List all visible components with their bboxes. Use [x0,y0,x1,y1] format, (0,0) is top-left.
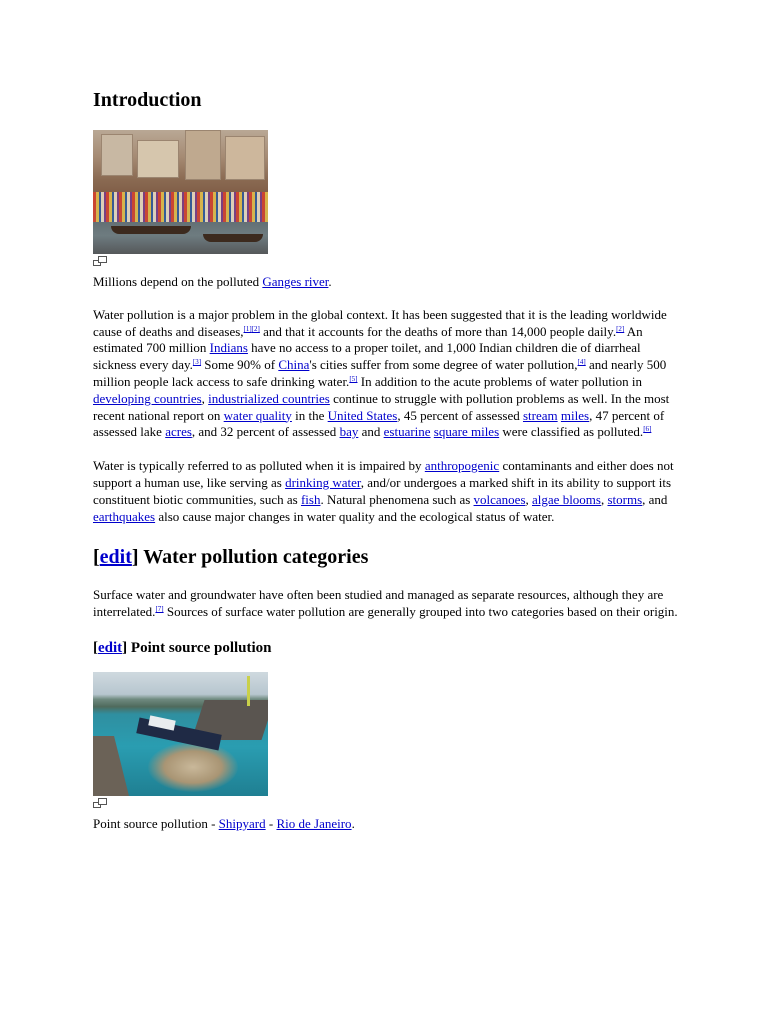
ghat-building [185,130,221,180]
article-content [93,86,683,849]
link-rio-de-janeiro[interactable]: Rio de Janeiro [276,815,352,831]
quay [93,736,129,796]
edit-link[interactable]: edit [99,546,132,569]
text: Some 90% of [201,357,279,373]
text: Sources of surface water pollution are generally grouped into two categories based on their origin. [163,604,678,620]
link-china[interactable]: China [278,357,310,373]
text: and nearly 500 million people lack access to safe drinking water. [93,357,667,389]
caption-end: . [328,274,332,289]
citation-link-2b[interactable]: [2] [616,324,625,333]
citation-link-4[interactable]: [4] [577,358,586,367]
link-volcanoes[interactable]: volcanoes [473,491,526,507]
ghat-building [225,136,265,180]
text: Water is typically referred to as polluted when it is impaired by [93,458,425,474]
shipyard-image[interactable] [93,672,268,796]
ghat-building [137,140,179,178]
caption-text: Millions depend on the polluted [93,274,263,289]
text: , and [642,491,668,507]
link-anthropogenic[interactable]: anthropogenic [424,458,500,474]
text: 's cities suffer from some degree of water pollution, [309,357,578,373]
link-shipyard[interactable]: Shipyard [218,815,266,831]
citation-link-2[interactable]: [2] [251,324,260,333]
boat [111,226,191,234]
text: , and/or undergoes a marked shift in its ability to support its constituent biotic communities, such as [93,474,672,507]
text: An estimated 700 million [93,323,643,356]
crowd [93,192,268,222]
text: . [351,815,355,831]
link-indians[interactable]: Indians [209,340,248,356]
text: Surface water and groundwater have often been studied and managed as separate resources, although they are interrelated. [93,587,664,620]
text: were classified as polluted. [499,424,644,440]
text: . Natural phenomena such as [320,491,474,507]
edit-link[interactable]: edit [98,639,123,656]
paragraph-polluted-definition [93,458,683,525]
boat [203,234,263,242]
link-square-miles[interactable]: square miles [433,424,500,440]
enlarge-icon[interactable] [93,798,107,808]
link-ganges-river[interactable]: Ganges river [262,274,329,289]
link-water-quality[interactable]: water quality [223,407,292,423]
text: and that it accounts for the deaths of more than 14,000 people daily. [259,323,617,339]
text: - [265,815,277,831]
citation-link-7[interactable]: [7] [155,605,164,614]
text: also cause major changes in water quality and the ecological status of water. [155,508,555,524]
text: continue to struggle with pollution problems as well. In the most recent national report on [93,390,670,423]
text: , and 32 percent of assessed [191,424,340,440]
link-united-states[interactable]: United States [327,407,398,423]
bracket: ] [122,639,128,656]
paragraph-categories [93,587,683,621]
text: Point source pollution - [93,815,219,831]
bracket: [ [93,546,100,569]
link-estuarine[interactable]: estuarine [383,424,431,440]
text: , [201,390,209,406]
link-stream[interactable]: stream [522,407,558,423]
link-storms[interactable]: storms [607,491,643,507]
point-source-heading [93,638,683,658]
figure-caption [93,274,683,291]
citation [578,358,586,366]
link-acres[interactable]: acres [165,424,192,440]
text: Water pollution is a major problem in the global context. It has been suggested that it is the leading worldwide cause of deaths and diseases, [93,306,667,339]
citation-link-5[interactable]: [5] [349,374,358,383]
citation [244,325,260,333]
text: in the [291,407,328,423]
link-miles[interactable]: miles [560,407,590,423]
link-fish[interactable]: fish [300,491,321,507]
link-drinking-water[interactable]: drinking water [285,474,361,490]
introduction-heading: Introduction [93,89,202,111]
bracket: ] [131,546,139,569]
link-earthquakes[interactable]: earthquakes [93,508,156,524]
text: , [525,491,533,507]
text: , [600,491,608,507]
text: contaminants and either does not support a human use, like serving as [93,458,674,490]
citation [643,425,651,433]
section-title: Water pollution categories [138,546,369,569]
ganges-river-image[interactable] [93,130,268,254]
section-title: Point source pollution [127,639,272,656]
crane [247,676,250,706]
pollution-plume [148,742,238,792]
link-algae-blooms[interactable]: algae blooms [532,491,601,507]
shipyard-caption [93,816,683,833]
paragraph-water-pollution [93,307,683,441]
citation-link-1[interactable]: [1] [243,324,252,333]
citation [155,605,163,613]
bracket: [ [93,639,98,656]
ghat-building [101,134,133,176]
citation-link-6[interactable]: [6] [643,425,652,434]
citation-link-3[interactable]: [3] [192,358,202,367]
text: and [358,424,384,440]
text: , 45 percent of assessed [397,407,523,423]
text: In addition to the acute problems of water pollution in [357,373,642,389]
text: have no access to a proper toilet, and 1,000 Indian children die of diarrheal sickness every day. [93,340,641,373]
categories-heading [93,543,683,571]
enlarge-icon[interactable] [93,256,107,266]
link-bay[interactable]: bay [339,424,359,440]
link-developing-countries[interactable]: developing countries [93,390,202,406]
link-industrialized-countries[interactable]: industrialized countries [208,390,330,406]
citation [193,358,201,366]
text: , 47 percent of assessed lake [93,407,665,440]
